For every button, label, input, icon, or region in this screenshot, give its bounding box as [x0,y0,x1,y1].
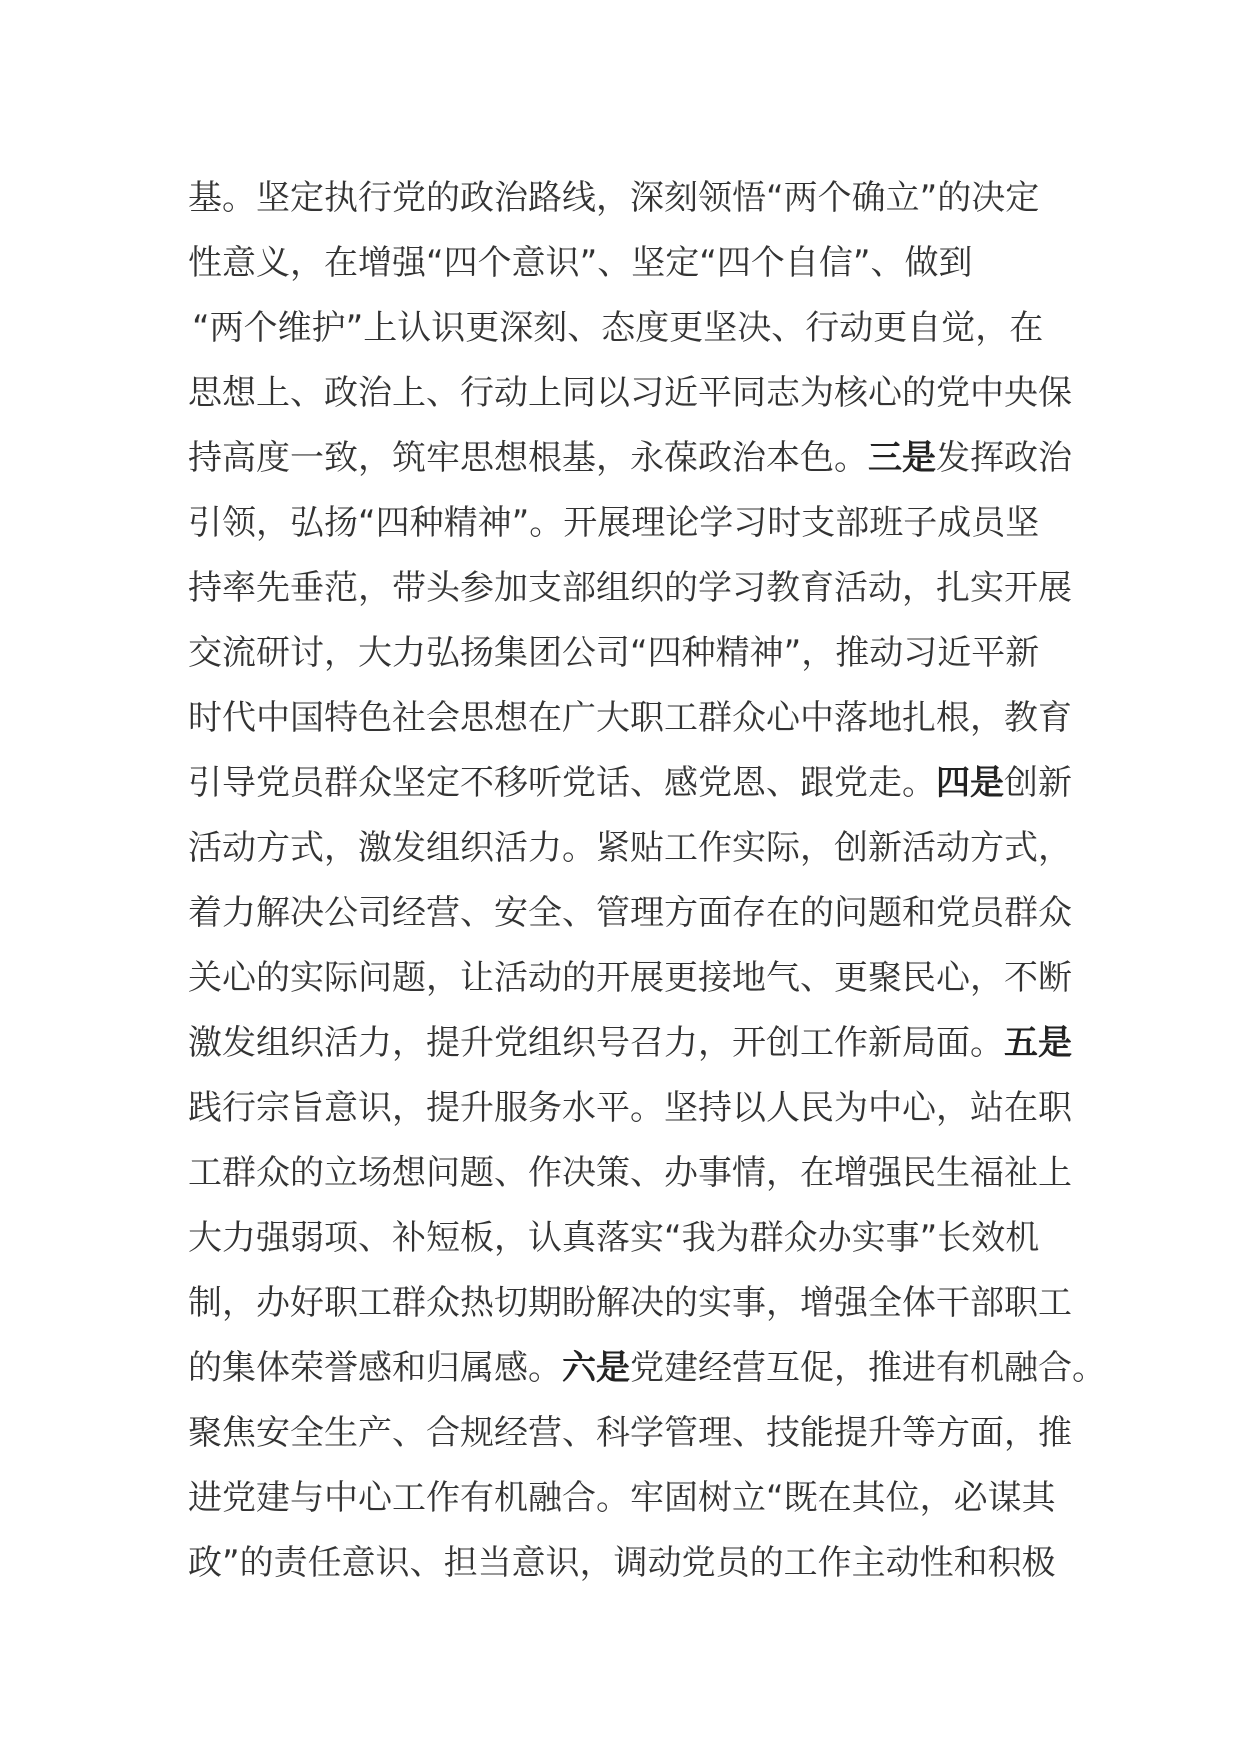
body-paragraph [188,166,1106,1596]
text-run: 政”的责任意识、担当意识，调动党员的工作主动性和积极 [188,1543,1056,1583]
text-run: 发挥政治 [936,438,1072,478]
text-line [188,1011,1072,1076]
text-run: 持率先垂范，带头参加支部组织的学习教育活动，扎实开展 [188,568,1072,608]
text-run: 聚焦安全生产、合规经营、科学管理、技能提升等方面，推 [188,1413,1072,1453]
text-run: 进党建与中心工作有机融合。牢固树立“既在其位，必谋其 [188,1478,1056,1518]
text-run: 思想上、政治上、行动上同以习近平同志为核心的党中央保 [188,373,1072,413]
text-line [188,1401,1072,1466]
text-line [188,1531,1068,1596]
text-line [188,1271,1072,1336]
bold-heading-marker: 六是 [562,1348,630,1388]
text-line [188,881,1072,946]
bold-heading-marker: 五是 [1004,1023,1072,1063]
text-run: 引导党员群众坚定不移听党话、感党恩、跟党走。 [188,763,936,803]
text-run: 时代中国特色社会思想在广大职工群众心中落地扎根，教育 [188,698,1072,738]
text-run: 性意义，在增强“四个意识”、坚定“四个自信”、做到 [188,243,973,283]
text-line [188,426,1072,491]
text-line [188,361,1072,426]
text-line [188,816,1072,881]
text-run: 基。坚定执行党的政治路线，深刻领悟“两个确立”的决定 [188,178,1040,218]
text-run: 关心的实际问题，让活动的开展更接地气、更聚民心，不断 [188,958,1072,998]
text-run: 制，办好职工群众热切期盼解决的实事，增强全体干部职工 [188,1283,1072,1323]
text-run: 持高度一致，筑牢思想根基，永葆政治本色。 [188,438,868,478]
bold-heading-marker: 三是 [868,438,936,478]
text-line [188,296,1068,361]
text-run: 引领，弘扬“四种精神”。开展理论学习时支部班子成员坚 [188,503,1040,543]
text-line [188,1206,1068,1271]
text-line [188,556,1072,621]
text-line [188,1466,1068,1531]
text-run: 党建经营互促，推进有机融合。 [630,1348,1106,1388]
text-run: 践行宗旨意识，提升服务水平。坚持以人民为中心，站在职 [188,1088,1072,1128]
text-line [188,751,1072,816]
bold-heading-marker: 四是 [936,763,1004,803]
text-run: 工群众的立场想问题、作决策、办事情，在增强民生福祉上 [188,1153,1072,1193]
text-run: 激发组织活力，提升党组织号召力，开创工作新局面。 [188,1023,1004,1063]
text-run: “两个维护”上认识更深刻、态度更坚决、行动更自觉，在 [192,308,1044,348]
text-run: 创新 [1004,763,1072,803]
text-line [188,946,1072,1011]
text-line [188,686,1072,751]
text-line [188,621,1068,686]
text-run: 着力解决公司经营、安全、管理方面存在的问题和党员群众 [188,893,1072,933]
text-line [188,231,1068,296]
text-line [188,1336,1106,1401]
text-run: 交流研讨，大力弘扬集团公司“四种精神”，推动习近平新 [188,633,1040,673]
text-run: 活动方式，激发组织活力。紧贴工作实际，创新活动方式， [188,828,1072,868]
text-run: 的集体荣誉感和归属感。 [188,1348,562,1388]
text-line [188,491,1068,556]
text-run: 大力强弱项、补短板，认真落实“我为群众办实事”长效机 [188,1218,1040,1258]
text-line [188,166,1068,231]
text-line [188,1076,1072,1141]
text-line [188,1141,1072,1206]
